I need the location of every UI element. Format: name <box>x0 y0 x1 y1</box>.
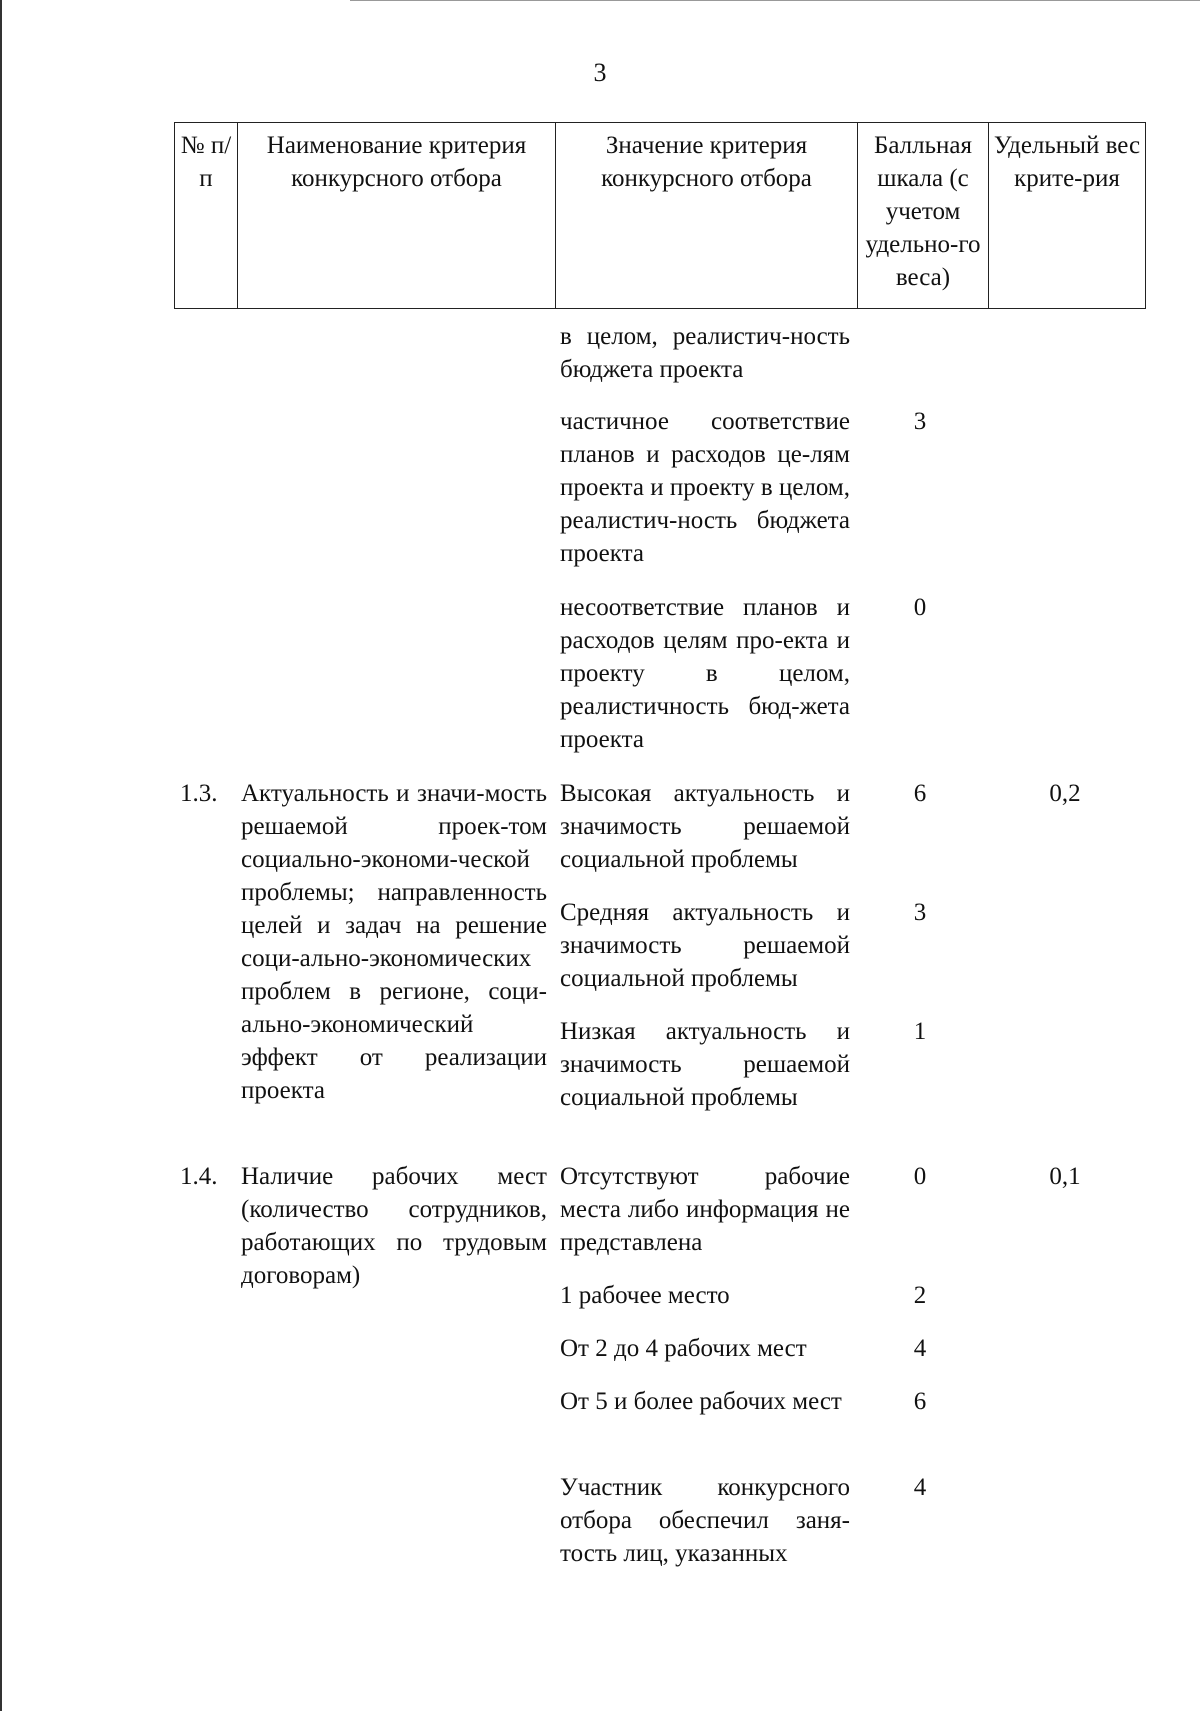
page-number: 3 <box>593 58 607 87</box>
criterion-weight: 0,1 <box>1049 1163 1081 1190</box>
scan-top-line <box>350 0 1200 1</box>
criterion-value: частичное соответствие планов и расходов це-лям проекта и проекту в целом, реалистич-ность бюджета проекта <box>560 408 850 567</box>
header-criterion-name: Наименование критерия конкурсного отбора <box>238 123 556 309</box>
criterion-value: Средняя актуальность и значимость решаемой социальной проблемы <box>560 899 850 992</box>
criterion-score: 1 <box>913 1018 927 1045</box>
criterion-number: 1.3. <box>180 780 218 807</box>
criterion-value: Низкая актуальность и значимость решаемой социальной проблемы <box>560 1018 850 1111</box>
criterion-weight: 0,2 <box>1049 780 1081 807</box>
criterion-name: Наличие рабочих мест (количество сотрудников, работающих по трудовым договорам) <box>241 1163 547 1289</box>
criterion-score: 4 <box>913 1474 927 1501</box>
criterion-value: Участник конкурсного отбора обеспечил заня-тость лиц, указанных <box>560 1474 850 1567</box>
criterion-number: 1.4. <box>180 1163 218 1190</box>
header-weight: Удельный вес крите-рия <box>989 123 1146 309</box>
criterion-score: 4 <box>913 1335 927 1362</box>
header-score-scale: Балльная шкала (с учетом удельно-го веса) <box>858 123 989 309</box>
criterion-value: От 5 и более рабочих мест <box>560 1388 842 1415</box>
scan-edge-line <box>0 0 2 1711</box>
criterion-value: От 2 до 4 рабочих мест <box>560 1335 807 1362</box>
criterion-score: 2 <box>913 1282 927 1309</box>
criterion-score: 0 <box>913 594 927 621</box>
criterion-value: несоответствие планов и расходов целям про-екта и проекту в целом, реалистичность бюд-жета проекта <box>560 594 850 753</box>
criterion-score: 6 <box>913 780 927 807</box>
criterion-score: 3 <box>913 899 927 926</box>
criteria-table-header <box>174 122 1146 309</box>
criterion-score: 0 <box>913 1163 927 1190</box>
criterion-value: Отсутствуют рабочие места либо информация не представлена <box>560 1163 850 1256</box>
criterion-name: Актуальность и значи-мость решаемой проек-том социально-экономи-ческой проблемы; направленность целей и задач на решение соци-ально-экономических проблем в регионе, соци-ально-экономический эффект от реализации проекта <box>241 780 547 1104</box>
continuation-value: в целом, реалистич-ность бюджета проекта <box>560 323 850 383</box>
criterion-score: 3 <box>913 408 927 435</box>
criterion-value: Высокая актуальность и значимость решаемой социальной проблемы <box>560 780 850 873</box>
header-criterion-value: Значение критерия конкурсного отбора <box>556 123 858 309</box>
header-number: № п/п <box>175 123 238 309</box>
criterion-value: 1 рабочее место <box>560 1282 730 1309</box>
criterion-score: 6 <box>913 1388 927 1415</box>
